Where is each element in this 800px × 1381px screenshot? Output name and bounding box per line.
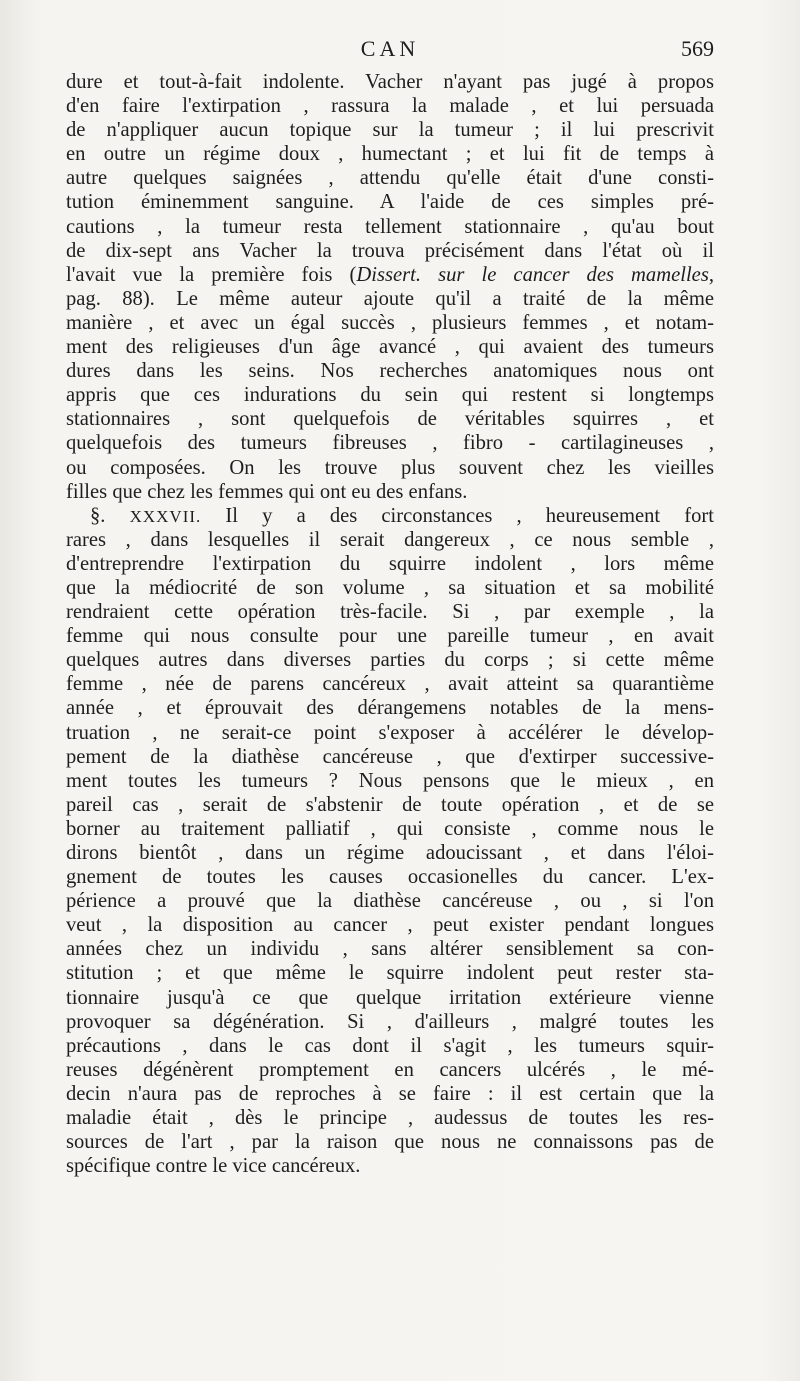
text-line: autre quelques saignées , attendu qu'elle était d'une consti- <box>66 167 714 190</box>
text-line: années chez un individu , sans altérer sensiblement sa con- <box>66 938 714 961</box>
section-heading-line <box>66 504 714 528</box>
text-line: périence a prouvé que la diathèse cancéreuse , ou , si l'on <box>66 890 714 913</box>
text-line: cautions , la tumeur resta tellement stationnaire , qu'au bout <box>66 215 714 238</box>
text-line: de n'appliquer aucun topique sur la tumeur ; il lui prescrivit <box>66 119 714 142</box>
text-line: dure et tout-à-fait indolente. Vacher n'ayant pas jugé à propos <box>66 71 714 93</box>
text-line: gnement de toutes les causes occasionelles du cancer. L'ex- <box>66 866 714 889</box>
text-line: spécifique contre le vice cancéreux. <box>66 1155 361 1178</box>
text-line: dures dans les seins. Nos recherches anatomiques nous ont <box>66 360 714 383</box>
text-line: rares , dans lesquelles il serait dangereux , ce nous semble , <box>66 528 714 551</box>
section-mark: §. <box>90 504 106 527</box>
text-line: decin n'aura pas de reproches à se faire : il est certain que la <box>66 1082 714 1105</box>
text-line: de dix-sept ans Vacher la trouva précisément dans l'état où il <box>66 239 714 262</box>
text-line: ment toutes les tumeurs ? Nous pensons que le mieux , en <box>66 769 714 792</box>
citation-line <box>66 263 714 287</box>
text-line: provoquer sa dégénération. Si , d'ailleurs , malgré toutes les <box>66 1010 714 1033</box>
citation-post: , <box>708 263 714 286</box>
text-line: femme qui nous consulte pour une pareille tumeur , en avait <box>66 625 714 648</box>
page-number: 569 <box>681 36 714 61</box>
text-line: stitution ; et que même le squirre indolent peut rester sta- <box>66 962 714 985</box>
text-line: quelques autres dans diverses parties du corps ; si cette même <box>66 649 714 672</box>
text-line: que la médiocrité de son volume , sa situation et sa mobilité <box>66 576 714 599</box>
text-line: reuses dégénèrent promptement en cancers ulcérés , le mé- <box>66 1058 714 1081</box>
text-line: pag. 88). Le même auteur ajoute qu'il a traité de la même <box>66 287 714 310</box>
text-line: maladie était , dès le principe , audessus de toutes les res- <box>66 1107 714 1130</box>
section-first-line: Il y a des circonstances , heureusement fort <box>225 504 714 527</box>
text-line: truation , ne serait-ce point s'exposer à accélérer le dévelop- <box>66 721 714 744</box>
page-header <box>66 36 714 68</box>
text-line: sources de l'art , par la raison que nous ne connaissons pas de <box>66 1131 714 1154</box>
text-line: précautions , dans le cas dont il s'agit , les tumeurs squir- <box>66 1034 714 1057</box>
text-line: d'en faire l'extirpation , rassura la malade , et lui persuada <box>66 95 714 118</box>
running-title: CAN <box>360 36 420 61</box>
text-line: ment des religieuses d'un âge avancé , qui avaient des tumeurs <box>66 336 714 359</box>
text-line: quelquefois des tumeurs fibreuses , fibro - cartilagineuses , <box>66 432 714 455</box>
text-line: ou composées. On les trouve plus souvent chez les vieilles <box>66 456 714 479</box>
text-line: d'entreprendre l'extirpation du squirre indolent , lors même <box>66 552 714 575</box>
text-line: année , et éprouvait des dérangemens notables de la mens- <box>66 697 714 720</box>
citation-pre: l'avait vue la première fois ( <box>66 263 357 286</box>
text-line: pareil cas , serait de s'abstenir de toute opération , et de se <box>66 793 714 816</box>
text-line: veut , la disposition au cancer , peut exister pendant longues <box>66 914 714 937</box>
section-number: XXXVII. <box>129 506 202 526</box>
text-line: appris que ces indurations du sein qui restent si longtemps <box>66 384 714 407</box>
text-line: tution éminemment sanguine. A l'aide de ces simples pré- <box>66 191 714 214</box>
text-line: rendraient cette opération très-facile. Si , par exemple , la <box>66 601 714 624</box>
citation-title: Dissert. sur le cancer des mamelles <box>356 263 709 286</box>
text-line: manière , et avec un égal succès , plusieurs femmes , et notam- <box>66 311 714 334</box>
text-line: dirons bientôt , dans un régime adoucissant , et dans l'éloi- <box>66 842 714 864</box>
body-text <box>66 70 714 1178</box>
text-line: en outre un régime doux , humectant ; et lui fit de temps à <box>66 143 714 166</box>
text-line: stationnaires , sont quelquefois de véritables squirres , et <box>66 408 714 431</box>
text-line: tionnaire jusqu'à ce que quelque irritation extérieure vienne <box>66 986 714 1009</box>
text-line: filles que chez les femmes qui ont eu des enfans. <box>66 480 468 503</box>
text-line: femme , née de parens cancéreux , avait atteint sa quarantième <box>66 673 714 696</box>
text-line: pement de la diathèse cancéreuse , que d'extirper successive- <box>66 745 714 768</box>
text-line: borner au traitement palliatif , qui consiste , comme nous le <box>66 817 714 840</box>
